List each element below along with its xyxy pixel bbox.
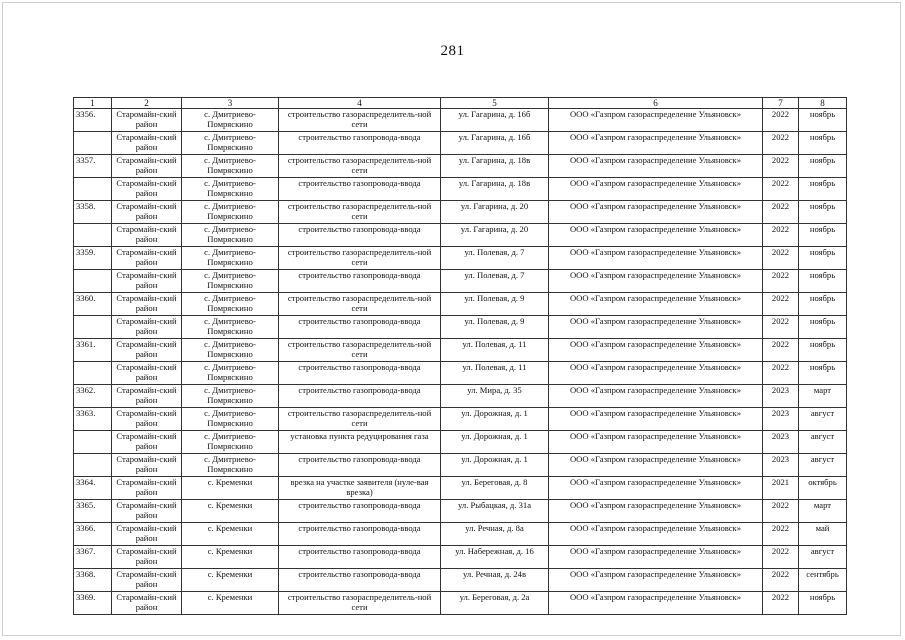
cell-organization: ООО «Газпром газораспределение Ульяновск» <box>549 569 763 592</box>
table-header-row <box>74 98 847 109</box>
cell-address: ул. Речная, д. 24в <box>441 569 549 592</box>
cell-settlement: с. Кременки <box>182 569 279 592</box>
cell-work-type: строительство газораспределитель-ной сети <box>279 247 441 270</box>
table-row <box>74 454 847 477</box>
cell-district: Старомайн-ский район <box>112 109 182 132</box>
cell-month: ноябрь <box>799 339 847 362</box>
cell-number <box>74 178 112 201</box>
cell-work-type: строительство газопровода-ввода <box>279 132 441 155</box>
cell-number: 3361. <box>74 339 112 362</box>
cell-month: ноябрь <box>799 224 847 247</box>
cell-settlement: с. Дмитриево-Помряскино <box>182 362 279 385</box>
cell-year: 2023 <box>763 408 799 431</box>
cell-year: 2022 <box>763 109 799 132</box>
cell-number <box>74 224 112 247</box>
cell-district: Старомайн-ский район <box>112 569 182 592</box>
cell-address: ул. Полевая, д. 9 <box>441 316 549 339</box>
table-row <box>74 477 847 500</box>
cell-work-type: строительство газопровода-ввода <box>279 454 441 477</box>
cell-work-type: строительство газопровода-ввода <box>279 270 441 293</box>
header-col-6: 6 <box>549 98 763 109</box>
cell-district: Старомайн-ский район <box>112 500 182 523</box>
cell-work-type: установка пункта редуцирования газа <box>279 431 441 454</box>
cell-month: ноябрь <box>799 270 847 293</box>
cell-number <box>74 132 112 155</box>
header-col-3: 3 <box>182 98 279 109</box>
cell-year: 2022 <box>763 293 799 316</box>
cell-year: 2022 <box>763 523 799 546</box>
cell-month: март <box>799 385 847 408</box>
cell-year: 2021 <box>763 477 799 500</box>
cell-address: ул. Полевая, д. 9 <box>441 293 549 316</box>
table-row <box>74 523 847 546</box>
cell-settlement: с. Дмитриево-Помряскино <box>182 293 279 316</box>
cell-settlement: с. Дмитриево-Помряскино <box>182 224 279 247</box>
table-row <box>74 201 847 224</box>
cell-number: 3364. <box>74 477 112 500</box>
cell-district: Старомайн-ский район <box>112 339 182 362</box>
cell-organization: ООО «Газпром газораспределение Ульяновск» <box>549 523 763 546</box>
cell-organization: ООО «Газпром газораспределение Ульяновск» <box>549 316 763 339</box>
cell-month: ноябрь <box>799 316 847 339</box>
cell-address: ул. Береговая, д. 2а <box>441 592 549 615</box>
cell-settlement: с. Дмитриево-Помряскино <box>182 155 279 178</box>
cell-district: Старомайн-ский район <box>112 224 182 247</box>
cell-month: август <box>799 546 847 569</box>
cell-work-type: строительство газораспределитель-ной сети <box>279 201 441 224</box>
cell-work-type: строительство газопровода-ввода <box>279 569 441 592</box>
table-row <box>74 431 847 454</box>
cell-address: ул. Дорожная, д. 1 <box>441 454 549 477</box>
cell-district: Старомайн-ский район <box>112 385 182 408</box>
cell-month: ноябрь <box>799 592 847 615</box>
cell-settlement: с. Дмитриево-Помряскино <box>182 270 279 293</box>
table-row <box>74 293 847 316</box>
header-col-4: 4 <box>279 98 441 109</box>
cell-number: 3356. <box>74 109 112 132</box>
cell-work-type: строительство газораспределитель-ной сети <box>279 408 441 431</box>
cell-work-type: строительство газопровода-ввода <box>279 385 441 408</box>
cell-organization: ООО «Газпром газораспределение Ульяновск» <box>549 385 763 408</box>
cell-settlement: с. Дмитриево-Помряскино <box>182 201 279 224</box>
cell-settlement: с. Дмитриево-Помряскино <box>182 454 279 477</box>
cell-year: 2022 <box>763 247 799 270</box>
cell-settlement: с. Дмитриево-Помряскино <box>182 385 279 408</box>
cell-settlement: с. Дмитриево-Помряскино <box>182 408 279 431</box>
cell-address: ул. Дорожная, д. 1 <box>441 408 549 431</box>
cell-organization: ООО «Газпром газораспределение Ульяновск» <box>549 132 763 155</box>
cell-number: 3363. <box>74 408 112 431</box>
cell-district: Старомайн-ский район <box>112 454 182 477</box>
cell-year: 2022 <box>763 569 799 592</box>
cell-work-type: строительство газораспределитель-ной сети <box>279 155 441 178</box>
cell-number <box>74 316 112 339</box>
cell-organization: ООО «Газпром газораспределение Ульяновск» <box>549 546 763 569</box>
cell-address: ул. Гагарина, д. 20 <box>441 224 549 247</box>
table-row <box>74 408 847 431</box>
table-row <box>74 362 847 385</box>
cell-number: 3360. <box>74 293 112 316</box>
cell-organization: ООО «Газпром газораспределение Ульяновск» <box>549 339 763 362</box>
cell-number: 3367. <box>74 546 112 569</box>
cell-settlement: с. Кременки <box>182 592 279 615</box>
cell-district: Старомайн-ский район <box>112 178 182 201</box>
cell-organization: ООО «Газпром газораспределение Ульяновск» <box>549 362 763 385</box>
cell-organization: ООО «Газпром газораспределение Ульяновск» <box>549 155 763 178</box>
table-row <box>74 546 847 569</box>
table-row <box>74 500 847 523</box>
cell-settlement: с. Кременки <box>182 500 279 523</box>
cell-number: 3366. <box>74 523 112 546</box>
cell-number <box>74 431 112 454</box>
cell-address: ул. Гагарина, д. 20 <box>441 201 549 224</box>
page-number: 281 <box>440 43 465 59</box>
cell-work-type: строительство газопровода-ввода <box>279 178 441 201</box>
cell-settlement: с. Дмитриево-Помряскино <box>182 247 279 270</box>
cell-district: Старомайн-ский район <box>112 247 182 270</box>
cell-number: 3368. <box>74 569 112 592</box>
table-row <box>74 247 847 270</box>
cell-year: 2022 <box>763 592 799 615</box>
cell-district: Старомайн-ский район <box>112 431 182 454</box>
cell-work-type: строительство газораспределитель-ной сети <box>279 293 441 316</box>
cell-month: август <box>799 431 847 454</box>
cell-work-type: строительство газопровода-ввода <box>279 316 441 339</box>
cell-organization: ООО «Газпром газораспределение Ульяновск» <box>549 592 763 615</box>
cell-month: август <box>799 454 847 477</box>
table-row <box>74 132 847 155</box>
cell-organization: ООО «Газпром газораспределение Ульяновск» <box>549 454 763 477</box>
cell-work-type: строительство газораспределитель-ной сети <box>279 109 441 132</box>
cell-work-type: строительство газопровода-ввода <box>279 523 441 546</box>
cell-number <box>74 362 112 385</box>
cell-year: 2022 <box>763 546 799 569</box>
cell-organization: ООО «Газпром газораспределение Ульяновск» <box>549 270 763 293</box>
cell-year: 2022 <box>763 500 799 523</box>
cell-month: ноябрь <box>799 362 847 385</box>
cell-month: ноябрь <box>799 201 847 224</box>
cell-number <box>74 270 112 293</box>
cell-district: Старомайн-ский район <box>112 408 182 431</box>
cell-address: ул. Дорожная, д. 1 <box>441 431 549 454</box>
table-row <box>74 592 847 615</box>
cell-year: 2023 <box>763 385 799 408</box>
cell-organization: ООО «Газпром газораспределение Ульяновск» <box>549 408 763 431</box>
cell-work-type: строительство газораспределитель-ной сети <box>279 339 441 362</box>
cell-number: 3369. <box>74 592 112 615</box>
cell-district: Старомайн-ский район <box>112 201 182 224</box>
cell-year: 2023 <box>763 454 799 477</box>
cell-number: 3359. <box>74 247 112 270</box>
header-col-8: 8 <box>799 98 847 109</box>
cell-month: март <box>799 500 847 523</box>
cell-district: Старомайн-ский район <box>112 362 182 385</box>
table-row <box>74 339 847 362</box>
cell-organization: ООО «Газпром газораспределение Ульяновск» <box>549 293 763 316</box>
table-row <box>74 316 847 339</box>
cell-district: Старомайн-ский район <box>112 546 182 569</box>
cell-year: 2022 <box>763 362 799 385</box>
cell-address: ул. Гагарина, д. 16б <box>441 109 549 132</box>
cell-organization: ООО «Газпром газораспределение Ульяновск» <box>549 201 763 224</box>
cell-address: ул. Гагарина, д. 16б <box>441 132 549 155</box>
cell-number: 3365. <box>74 500 112 523</box>
cell-year: 2022 <box>763 316 799 339</box>
cell-address: ул. Гагарина, д. 18в <box>441 155 549 178</box>
cell-settlement: с. Кременки <box>182 546 279 569</box>
cell-month: ноябрь <box>799 132 847 155</box>
cell-organization: ООО «Газпром газораспределение Ульяновск» <box>549 500 763 523</box>
cell-month: сентябрь <box>799 569 847 592</box>
cell-year: 2022 <box>763 224 799 247</box>
cell-year: 2022 <box>763 339 799 362</box>
cell-address: ул. Полевая, д. 11 <box>441 339 549 362</box>
cell-work-type: строительство газопровода-ввода <box>279 224 441 247</box>
cell-address: ул. Набережная, д. 16 <box>441 546 549 569</box>
cell-number: 3358. <box>74 201 112 224</box>
cell-work-type: врезка на участке заявителя (нуле-вая врезка) <box>279 477 441 500</box>
cell-district: Старомайн-ский район <box>112 477 182 500</box>
cell-settlement: с. Дмитриево-Помряскино <box>182 178 279 201</box>
table-row <box>74 109 847 132</box>
cell-organization: ООО «Газпром газораспределение Ульяновск» <box>549 247 763 270</box>
table-row <box>74 178 847 201</box>
table-row <box>74 270 847 293</box>
table-row <box>74 155 847 178</box>
cell-month: ноябрь <box>799 109 847 132</box>
cell-settlement: с. Кременки <box>182 523 279 546</box>
cell-year: 2023 <box>763 431 799 454</box>
cell-work-type: строительство газопровода-ввода <box>279 546 441 569</box>
cell-address: ул. Полевая, д. 7 <box>441 270 549 293</box>
cell-district: Старомайн-ский район <box>112 132 182 155</box>
cell-district: Старомайн-ский район <box>112 316 182 339</box>
cell-year: 2022 <box>763 201 799 224</box>
cell-month: ноябрь <box>799 293 847 316</box>
cell-month: август <box>799 408 847 431</box>
cell-settlement: с. Дмитриево-Помряскино <box>182 109 279 132</box>
table-row <box>74 385 847 408</box>
cell-year: 2022 <box>763 270 799 293</box>
cell-settlement: с. Дмитриево-Помряскино <box>182 316 279 339</box>
cell-address: ул. Полевая, д. 11 <box>441 362 549 385</box>
cell-number: 3357. <box>74 155 112 178</box>
cell-organization: ООО «Газпром газораспределение Ульяновск» <box>549 477 763 500</box>
header-col-5: 5 <box>441 98 549 109</box>
header-col-7: 7 <box>763 98 799 109</box>
cell-organization: ООО «Газпром газораспределение Ульяновск» <box>549 109 763 132</box>
cell-address: ул. Мира, д. 35 <box>441 385 549 408</box>
cell-settlement: с. Кременки <box>182 477 279 500</box>
cell-address: ул. Речная, д. 8а <box>441 523 549 546</box>
table-row <box>74 569 847 592</box>
cell-settlement: с. Дмитриево-Помряскино <box>182 339 279 362</box>
cell-settlement: с. Дмитриево-Помряскино <box>182 431 279 454</box>
table-row <box>74 224 847 247</box>
cell-number <box>74 454 112 477</box>
cell-month: ноябрь <box>799 247 847 270</box>
cell-address: ул. Полевая, д. 7 <box>441 247 549 270</box>
cell-district: Старомайн-ский район <box>112 270 182 293</box>
table-body <box>74 109 847 615</box>
cell-month: октябрь <box>799 477 847 500</box>
cell-district: Старомайн-ский район <box>112 592 182 615</box>
cell-organization: ООО «Газпром газораспределение Ульяновск» <box>549 178 763 201</box>
cell-address: ул. Рыбацкая, д. 31а <box>441 500 549 523</box>
cell-organization: ООО «Газпром газораспределение Ульяновск» <box>549 224 763 247</box>
cell-work-type: строительство газораспределитель-ной сети <box>279 592 441 615</box>
cell-year: 2022 <box>763 178 799 201</box>
cell-district: Старомайн-ский район <box>112 155 182 178</box>
cell-work-type: строительство газопровода-ввода <box>279 362 441 385</box>
cell-settlement: с. Дмитриево-Помряскино <box>182 132 279 155</box>
cell-address: ул. Береговая, д. 8 <box>441 477 549 500</box>
cell-year: 2022 <box>763 155 799 178</box>
cell-number: 3362. <box>74 385 112 408</box>
registry-table <box>73 97 847 615</box>
cell-month: май <box>799 523 847 546</box>
cell-organization: ООО «Газпром газораспределение Ульяновск» <box>549 431 763 454</box>
cell-work-type: строительство газопровода-ввода <box>279 500 441 523</box>
cell-year: 2022 <box>763 132 799 155</box>
header-col-1: 1 <box>74 98 112 109</box>
cell-month: ноябрь <box>799 178 847 201</box>
cell-district: Старомайн-ский район <box>112 293 182 316</box>
cell-address: ул. Гагарина, д. 18в <box>441 178 549 201</box>
cell-month: ноябрь <box>799 155 847 178</box>
cell-district: Старомайн-ский район <box>112 523 182 546</box>
header-col-2: 2 <box>112 98 182 109</box>
